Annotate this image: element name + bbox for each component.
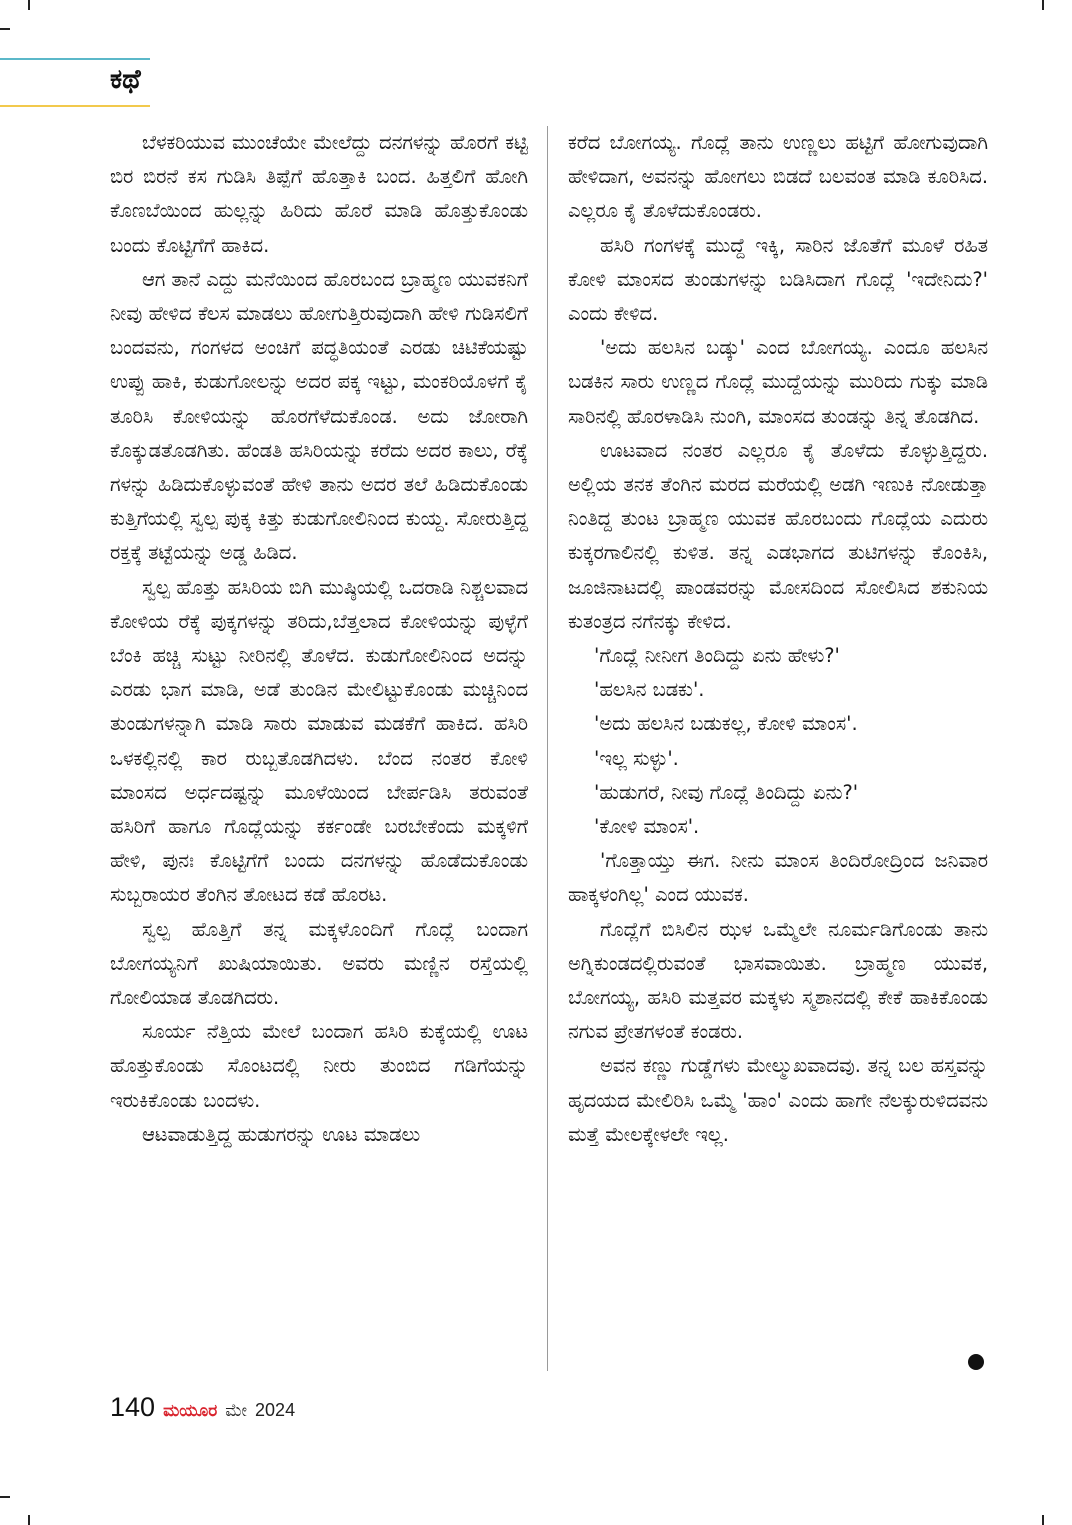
- crop-mark-top-right: [1042, 0, 1044, 10]
- paragraph: 'ಅದು ಹಲಸಿನ ಬಡ್ಕು' ಎಂದ ಬೋಗಯ್ಯ. ಎಂದೂ ಹಲಸಿನ ಬಡಕಿನ ಸಾರು ಉಣ್ಣದ ಗೊದ್ಲೆ ಮುದ್ದೆಯನ್ನು ಮುರಿದು ಗುಕ್ಕು ಮಾಡಿ ಸಾರಿನಲ್ಲಿ ಹೊರಳಾಡಿಸಿ ನುಂಗಿ, ಮಾಂಸದ ತುಂಡನ್ನು ತಿನ್ನ ತೊಡಗಿದ.: [568, 336, 988, 428]
- paragraph: ಬೆಳಕರಿಯುವ ಮುಂಚೆಯೇ ಮೇಲೆದ್ದು ದನಗಳನ್ನು ಹೊರಗೆ ಕಟ್ಟಿ ಬಿರ ಬಿರನೆ ಕಸ ಗುಡಿಸಿ ತಿಪ್ಪೆಗೆ ಹೊತ್ತಾಕಿ ಬಂದ. ಹಿತ್ತಲಿಗೆ ಹೋಗಿ ಕೊಣಬೆಯಿಂದ ಹುಲ್ಲನ್ನು ಹಿರಿದು ಹೊರೆ ಮಾಡಿ ಹೊತ್ತುಕೊಂಡು ಬಂದು ಕೊಟ್ಟಿಗೆಗೆ ಹಾಕಿದ.: [110, 131, 528, 257]
- section-rule-top: [0, 58, 150, 60]
- right-column: [568, 126, 988, 1152]
- page-footer: [110, 1392, 295, 1423]
- paragraph: ಗೊದ್ಲೆಗೆ ಬಿಸಿಲಿನ ಝಳ ಒಮ್ಮೆಲೇ ನೂರ್ಮಡಿಗೊಂಡು ತಾನು ಅಗ್ನಿಕುಂಡದಲ್ಲಿರುವಂತೆ ಭಾಸವಾಯಿತು. ಬ್ರಾಹ್ಮಣ ಯುವಕ, ಬೋಗಯ್ಯ, ಹಸಿರಿ ಮತ್ತವರ ಮಕ್ಕಳು ಸ್ಮಶಾನದಲ್ಲಿ ಕೇಕೆ ಹಾಕಿಕೊಂಡು ನಗುವ ಪ್ರೇತಗಳಂತೆ ಕಂಡರು.: [568, 917, 988, 1044]
- crop-mark-bottom-right: [1042, 1515, 1044, 1525]
- issue-year: 2024: [255, 1400, 296, 1420]
- paragraph: ಸೂರ್ಯ ನೆತ್ತಿಯ ಮೇಲೆ ಬಂದಾಗ ಹಸಿರಿ ಕುಕ್ಕೆಯಲ್ಲಿ ಊಟ ಹೊತ್ತುಕೊಂಡು ಸೊಂಟದಲ್ಲಿ ನೀರು ತುಂಬಿದ ಗಡಿಗೆಯನ್ನು ಇರುಕಿಕೊಂಡು ಬಂದಳು.: [110, 1020, 528, 1112]
- left-column: [110, 126, 528, 1152]
- paragraph: 'ಗೊತ್ತಾಯ್ತು ಈಗ. ನೀನು ಮಾಂಸ ತಿಂದಿರೋದ್ರಿಂದ ಜನಿವಾರ ಹಾಕ್ಕಳಂಗಿಲ್ಲ' ಎಂದ ಯುವಕ.: [568, 849, 988, 907]
- dialogue-line: 'ಇಲ್ಲ ಸುಳ್ಳು'.: [594, 746, 679, 770]
- paragraph: ಆಗ ತಾನೆ ಎದ್ದು ಮನೆಯಿಂದ ಹೊರಬಂದ ಬ್ರಾಹ್ಮಣ ಯುವಕನಿಗೆ ನೀವು ಹೇಳಿದ ಕೆಲಸ ಮಾಡಲು ಹೋಗುತ್ತಿರುವುದಾಗಿ ಹೇಳಿ ಗುಡಿಸಲಿಗೆ ಬಂದವನು, ಗಂಗಳದ ಅಂಚಿಗೆ ಪದ್ಧತಿಯಂತೆ ಎರಡು ಚಿಟಿಕೆಯಷ್ಟು ಉಪ್ಪು ಹಾಕಿ, ಕುಡುಗೋಲನ್ನು ಅದರ ಪಕ್ಕ ಇಟ್ಟು, ಮಂಕರಿಯೊಳಗೆ ಕೈ ತೂರಿಸಿ ಕೋಳಿಯನ್ನು ಹೊರಗೆಳೆದುಕೊಂಡ. ಅದು ಜೋರಾಗಿ ಕೊಕ್ಕುಡತೊಡಗಿತು. ಹೆಂಡತಿ ಹಸಿರಿಯನ್ನು ಕರೆದು ಅದರ ಕಾಲು, ರೆಕ್ಕೆ ಗಳನ್ನು ಹಿಡಿದುಕೊಳ್ಳುವಂತೆ ಹೇಳಿ ತಾನು ಅದರ ತಲೆ ಹಿಡಿದುಕೊಂಡು ಕುತ್ತಿಗೆಯಲ್ಲಿ ಸ್ವಲ್ಪ ಪುಕ್ಕ ಕಿತ್ತು ಕುಡುಗೋಲಿನಿಂದ ಕುಯ್ದ. ಸೋರುತ್ತಿದ್ದ ರಕ್ತಕ್ಕೆ ತಟ್ಟೆಯನ್ನು ಅಡ್ಡ ಹಿಡಿದ.: [110, 267, 528, 565]
- paragraph: ಸ್ವಲ್ಪ ಹೊತ್ತಿಗೆ ತನ್ನ ಮಕ್ಕಳೊಂದಿಗೆ ಗೊದ್ಲೆ ಬಂದಾಗ ಬೋಗಯ್ಯನಿಗೆ ಖುಷಿಯಾಯಿತು. ಅವರು ಮಣ್ಣಿನ ರಸ್ತೆಯಲ್ಲಿ ಗೋಲಿಯಾಡ ತೊಡಗಿದರು.: [110, 917, 528, 1010]
- dialogue-line: 'ಹಲಸಿನ ಬಡಕು'.: [594, 678, 705, 702]
- crop-mark-bottom-left-h: [0, 1496, 10, 1498]
- issue-month: ಮೇ: [225, 1401, 248, 1421]
- crop-mark-top-left-h: [0, 28, 10, 30]
- section-rule-bottom: [0, 105, 150, 107]
- column-divider: [547, 126, 548, 1371]
- story-end-bullet-icon: [968, 1354, 984, 1370]
- paragraph: ಹಸಿರಿ ಗಂಗಳಕ್ಕೆ ಮುದ್ದೆ ಇಕ್ಕಿ, ಸಾರಿನ ಜೊತೆಗೆ ಮೂಳೆ ರಹಿತ ಕೋಳಿ ಮಾಂಸದ ತುಂಡುಗಳನ್ನು ಬಡಿಸಿದಾಗ ಗೊದ್ಲೆ 'ಇದೇನಿದು?' ಎಂದು ಕೇಳಿದ.: [568, 233, 988, 326]
- section-title: ಕಥೆ: [110, 64, 141, 95]
- paragraph: ಊಟವಾದ ನಂತರ ಎಲ್ಲರೂ ಕೈ ತೊಳೆದು ಕೊಳ್ಳುತ್ತಿದ್ದರು. ಅಲ್ಲಿಯ ತನಕ ತೆಂಗಿನ ಮರದ ಮರೆಯಲ್ಲಿ ಅಡಗಿ ಇಣುಕಿ ನೋಡುತ್ತಾ ನಿಂತಿದ್ದ ತುಂಟ ಬ್ರಾಹ್ಮಣ ಯುವಕ ಹೊರಬಂದು ಗೊದ್ಲೆಯ ಎದುರು ಕುಕ್ಕರಗಾಲಿನಲ್ಲಿ ಕುಳಿತ. ತನ್ನ ಎಡಭಾಗದ ತುಟಿಗಳನ್ನು ಕೊಂಕಿಸಿ, ಜೂಜಿನಾಟದಲ್ಲಿ ಪಾಂಡವರನ್ನು ಮೋಸದಿಂದ ಸೋಲಿಸಿದ ಶಕುನಿಯ ಕುತಂತ್ರದ ನಗೆನಕ್ಕು ಕೇಳಿದ.: [568, 438, 988, 633]
- dialogue-line: 'ಗೊದ್ಲೆ ನೀನೀಗ ತಿಂದಿದ್ದು ಏನು ಹೇಳು?': [594, 644, 840, 668]
- page-number: 140: [110, 1392, 156, 1422]
- magazine-logo: ಮಯೂರ: [163, 1401, 218, 1421]
- crop-mark-bottom-left: [28, 1515, 30, 1525]
- dialogue-line: 'ಕೋಳಿ ಮಾಂಸ'.: [594, 815, 700, 839]
- paragraph: ಆಟವಾಡುತ್ತಿದ್ದ ಹುಡುಗರನ್ನು ಊಟ ಮಾಡಲು: [142, 1122, 421, 1146]
- dialogue-line: 'ಅದು ಹಲಸಿನ ಬಡುಕಲ್ಲ, ಕೋಳಿ ಮಾಂಸ'.: [594, 712, 858, 736]
- dialogue-line: 'ಹುಡುಗರೆ, ನೀವು ಗೊದ್ಲೆ ತಿಂದಿದ್ದು ಏನು?': [594, 780, 859, 804]
- paragraph: ಅವನ ಕಣ್ಣು ಗುಡ್ಡೆಗಳು ಮೇಲ್ಮುಖವಾದವು. ತನ್ನ ಬಲ ಹಸ್ತವನ್ನು ಹೃದಯದ ಮೇಲಿರಿಸಿ ಒಮ್ಮೆ 'ಹಾಂ' ಎಂದು ಹಾಗೇ ನೆಲಕ್ಕುರುಳಿದವನು ಮತ್ತೆ ಮೇಲಕ್ಕೇಳಲೇ ಇಲ್ಲ.: [568, 1054, 988, 1146]
- crop-mark-top-left: [28, 0, 30, 10]
- paragraph: ಸ್ವಲ್ಪ ಹೊತ್ತು ಹಸಿರಿಯ ಬಿಗಿ ಮುಷ್ಠಿಯಲ್ಲಿ ಒದರಾಡಿ ನಿಶ್ಚಲವಾದ ಕೋಳಿಯ ರೆಕ್ಕೆ ಪುಕ್ಕಗಳನ್ನು ತರಿದು,ಬೆತ್ತಲಾದ ಕೋಳಿಯನ್ನು ಪುಳ್ಳೆಗೆ ಬೆಂಕಿ ಹಚ್ಚಿ ಸುಟ್ಟು ನೀರಿನಲ್ಲಿ ತೊಳೆದ. ಕುಡುಗೋಲಿನಿಂದ ಅದನ್ನು ಎರಡು ಭಾಗ ಮಾಡಿ, ಅಡೆ ತುಂಡಿನ ಮೇಲಿಟ್ಟುಕೊಂಡು ಮಚ್ಚಿನಿಂದ ತುಂಡುಗಳನ್ನಾಗಿ ಮಾಡಿ ಸಾರು ಮಾಡುವ ಮಡಕೆಗೆ ಹಾಕಿದ. ಹಸಿರಿ ಒಳಕಲ್ಲಿನಲ್ಲಿ ಕಾರ ರುಬ್ಬತೊಡಗಿದಳು. ಬೆಂದ ನಂತರ ಕೋಳಿ ಮಾಂಸದ ಅರ್ಧದಷ್ಟನ್ನು ಮೂಳೆಯಿಂದ ಬೇರ್ಪಡಿಸಿ ತರುವಂತೆ ಹಸಿರಿಗೆ ಹಾಗೂ ಗೊದ್ಲೆಯನ್ನು ಕರ್ಕಂಡೇ ಬರಬೇಕೆಂದು ಮಕ್ಕಳಿಗೆ ಹೇಳಿ, ಪುನಃ ಕೊಟ್ಟಿಗೆಗೆ ಬಂದು ದನಗಳನ್ನು ಹೊಡೆದುಕೊಂಡು ಸುಬ್ಬರಾಯರ ತೆಂಗಿನ ತೋಟದ ಕಡೆ ಹೊರಟ.: [110, 575, 528, 907]
- paragraph: ಕರೆದ ಬೋಗಯ್ಯ. ಗೊದ್ಲೆ ತಾನು ಉಣ್ಣಲು ಹಟ್ಟಿಗೆ ಹೋಗುವುದಾಗಿ ಹೇಳಿದಾಗ, ಅವನನ್ನು ಹೋಗಲು ಬಿಡದೆ ಬಲವಂತ ಮಾಡಿ ಕೂರಿಸಿದ. ಎಲ್ಲರೂ ಕೈ ತೊಳೆದುಕೊಂಡರು.: [568, 131, 988, 223]
